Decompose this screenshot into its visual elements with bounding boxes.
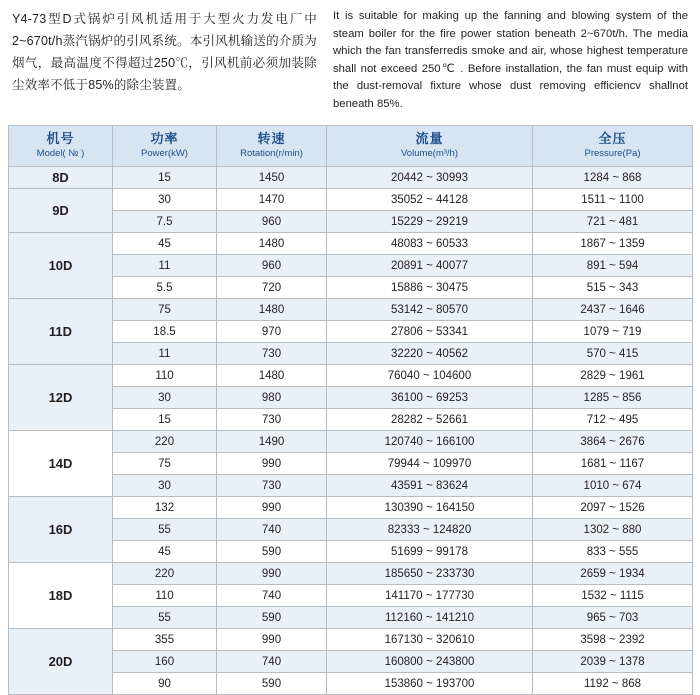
cell-pressure: 1079 ~ 719	[533, 321, 693, 343]
cell-pressure: 2659 ~ 1934	[533, 563, 693, 585]
cell-rotation: 980	[217, 387, 327, 409]
cell-pressure: 2437 ~ 1646	[533, 299, 693, 321]
cell-power: 75	[113, 453, 217, 475]
cell-volume: 35052 ~ 44128	[327, 189, 533, 211]
column-header-pressure-cn: 全压	[598, 131, 627, 146]
cell-pressure: 1511 ~ 1100	[533, 189, 693, 211]
cell-volume: 27806 ~ 53341	[327, 321, 533, 343]
column-header-power	[113, 126, 217, 167]
spec-table-wrapper	[8, 125, 692, 695]
cell-pressure: 891 ~ 594	[533, 255, 693, 277]
cell-volume: 32220 ~ 40562	[327, 343, 533, 365]
cell-power: 45	[113, 233, 217, 255]
cell-volume: 130390 ~ 164150	[327, 497, 533, 519]
spec-table	[8, 125, 693, 695]
cell-power: 160	[113, 651, 217, 673]
cell-rotation: 1480	[217, 299, 327, 321]
cell-pressure: 570 ~ 415	[533, 343, 693, 365]
cell-pressure: 1285 ~ 856	[533, 387, 693, 409]
table-row	[9, 189, 693, 211]
cell-volume: 112160 ~ 141210	[327, 607, 533, 629]
cell-power: 15	[113, 409, 217, 431]
cell-rotation: 990	[217, 453, 327, 475]
intro-section	[0, 0, 700, 113]
cell-power: 220	[113, 431, 217, 453]
column-header-model	[9, 126, 113, 167]
cell-model: 18D	[9, 563, 113, 629]
cell-pressure: 515 ~ 343	[533, 277, 693, 299]
cell-pressure: 3598 ~ 2392	[533, 629, 693, 651]
cell-model: 9D	[9, 189, 113, 233]
cell-power: 355	[113, 629, 217, 651]
cell-volume: 51699 ~ 99178	[327, 541, 533, 563]
cell-volume: 167130 ~ 320610	[327, 629, 533, 651]
cell-power: 11	[113, 343, 217, 365]
cell-rotation: 1480	[217, 233, 327, 255]
cell-rotation: 740	[217, 585, 327, 607]
cell-model: 8D	[9, 167, 113, 189]
cell-pressure: 712 ~ 495	[533, 409, 693, 431]
cell-volume: 28282 ~ 52661	[327, 409, 533, 431]
cell-pressure: 1302 ~ 880	[533, 519, 693, 541]
cell-rotation: 970	[217, 321, 327, 343]
cell-volume: 20891 ~ 40077	[327, 255, 533, 277]
cell-rotation: 1450	[217, 167, 327, 189]
cell-volume: 160800 ~ 243800	[327, 651, 533, 673]
cell-power: 110	[113, 365, 217, 387]
cell-volume: 36100 ~ 69253	[327, 387, 533, 409]
cell-pressure: 1010 ~ 674	[533, 475, 693, 497]
cell-rotation: 990	[217, 629, 327, 651]
cell-pressure: 1867 ~ 1359	[533, 233, 693, 255]
cell-pressure: 1192 ~ 868	[533, 673, 693, 695]
cell-power: 220	[113, 563, 217, 585]
cell-power: 18.5	[113, 321, 217, 343]
column-header-rotation-en: Rotation(r/min)	[240, 148, 303, 159]
cell-power: 30	[113, 475, 217, 497]
cell-power: 7.5	[113, 211, 217, 233]
cell-rotation: 590	[217, 541, 327, 563]
table-body	[9, 167, 693, 695]
column-header-power-cn: 功率	[150, 131, 179, 146]
cell-volume: 43591 ~ 83624	[327, 475, 533, 497]
cell-power: 55	[113, 607, 217, 629]
cell-rotation: 590	[217, 607, 327, 629]
cell-model: 10D	[9, 233, 113, 299]
cell-pressure: 833 ~ 555	[533, 541, 693, 563]
cell-pressure: 2039 ~ 1378	[533, 651, 693, 673]
cell-rotation: 960	[217, 255, 327, 277]
column-header-pressure	[533, 126, 693, 167]
cell-power: 110	[113, 585, 217, 607]
cell-power: 75	[113, 299, 217, 321]
cell-pressure: 721 ~ 481	[533, 211, 693, 233]
column-header-pressure-en: Pressure(Pa)	[584, 148, 641, 159]
cell-volume: 153860 ~ 193700	[327, 673, 533, 695]
table-row	[9, 563, 693, 585]
column-header-power-en: Power(kW)	[141, 148, 188, 159]
cell-rotation: 990	[217, 563, 327, 585]
intro-english-text: It is suitable for making up the fanning and blowing system of the steam boiler for the fire power station beneath 2~670t/h. The media which the fan transferredis smoke and air, whose highest temperature shall not exceed 250℃ . Before installation, the fan must equip with the dust-removal fixture whose dust removing efficiencv shallnot beneath 85%.	[333, 10, 688, 110]
cell-volume: 15229 ~ 29219	[327, 211, 533, 233]
column-header-model-cn: 机号	[46, 131, 75, 146]
cell-rotation: 1490	[217, 431, 327, 453]
cell-pressure: 1532 ~ 1115	[533, 585, 693, 607]
cell-power: 132	[113, 497, 217, 519]
cell-rotation: 1480	[217, 365, 327, 387]
cell-model: 20D	[9, 629, 113, 695]
cell-power: 90	[113, 673, 217, 695]
column-header-volume-en: Volume(m³/h)	[400, 148, 458, 159]
cell-rotation: 730	[217, 343, 327, 365]
cell-rotation: 1470	[217, 189, 327, 211]
column-header-rotation	[217, 126, 327, 167]
table-header-row	[9, 126, 693, 167]
table-row	[9, 365, 693, 387]
cell-rotation: 590	[217, 673, 327, 695]
cell-power: 30	[113, 189, 217, 211]
cell-rotation: 740	[217, 519, 327, 541]
intro-chinese-text: Y4-73型D式锅炉引风机适用于大型火力发电厂中2~670t/h蒸汽锅炉的引风系统。本引风机输送的介质为烟气，最高温度不得超过250℃，引风机前必须加装除尘效率不低于85%的除尘装置。	[12, 12, 317, 92]
cell-volume: 53142 ~ 80570	[327, 299, 533, 321]
cell-volume: 141170 ~ 177730	[327, 585, 533, 607]
cell-rotation: 740	[217, 651, 327, 673]
cell-power: 15	[113, 167, 217, 189]
table-row	[9, 431, 693, 453]
cell-rotation: 730	[217, 475, 327, 497]
table-row	[9, 233, 693, 255]
cell-rotation: 960	[217, 211, 327, 233]
cell-volume: 15886 ~ 30475	[327, 277, 533, 299]
cell-volume: 185650 ~ 233730	[327, 563, 533, 585]
cell-power: 11	[113, 255, 217, 277]
column-header-model-en: Model( № )	[36, 148, 85, 159]
cell-volume: 120740 ~ 166100	[327, 431, 533, 453]
cell-volume: 48083 ~ 60533	[327, 233, 533, 255]
cell-pressure: 1681 ~ 1167	[533, 453, 693, 475]
cell-model: 11D	[9, 299, 113, 365]
cell-pressure: 1284 ~ 868	[533, 167, 693, 189]
cell-model: 14D	[9, 431, 113, 497]
cell-volume: 82333 ~ 124820	[327, 519, 533, 541]
cell-model: 16D	[9, 497, 113, 563]
cell-pressure: 2097 ~ 1526	[533, 497, 693, 519]
table-row	[9, 497, 693, 519]
cell-volume: 76040 ~ 104600	[327, 365, 533, 387]
cell-rotation: 730	[217, 409, 327, 431]
table-row	[9, 629, 693, 651]
cell-pressure: 3864 ~ 2676	[533, 431, 693, 453]
cell-pressure: 2829 ~ 1961	[533, 365, 693, 387]
cell-rotation: 720	[217, 277, 327, 299]
table-head	[9, 126, 693, 167]
cell-volume: 20442 ~ 30993	[327, 167, 533, 189]
column-header-volume-cn: 流量	[415, 131, 444, 146]
cell-power: 30	[113, 387, 217, 409]
column-header-rotation-cn: 转速	[257, 131, 286, 146]
cell-volume: 79944 ~ 109970	[327, 453, 533, 475]
column-header-volume	[327, 126, 533, 167]
table-row	[9, 167, 693, 189]
cell-power: 55	[113, 519, 217, 541]
cell-power: 5.5	[113, 277, 217, 299]
cell-rotation: 990	[217, 497, 327, 519]
table-row	[9, 299, 693, 321]
cell-model: 12D	[9, 365, 113, 431]
cell-pressure: 965 ~ 703	[533, 607, 693, 629]
cell-power: 45	[113, 541, 217, 563]
